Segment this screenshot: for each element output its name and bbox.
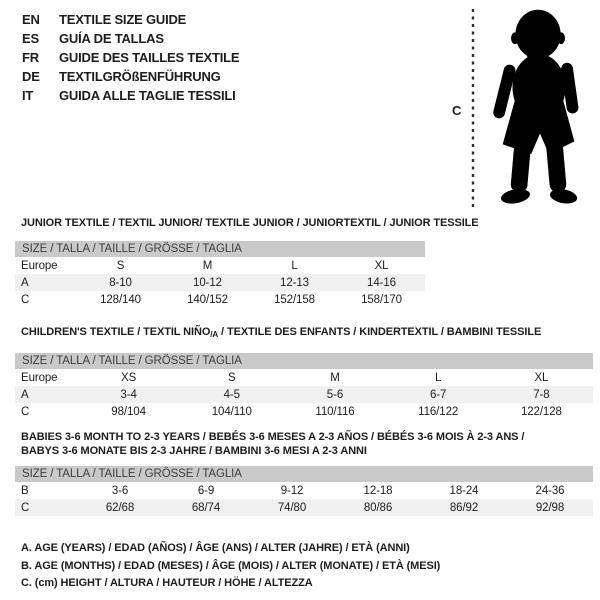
row-label: B xyxy=(21,484,29,497)
row-label: Europe xyxy=(21,259,58,272)
table-cell: L xyxy=(291,259,298,272)
row-label: C xyxy=(21,293,30,306)
table-cell: S xyxy=(116,259,125,272)
table-row-europe xyxy=(15,257,425,274)
language-label: TEXTILE SIZE GUIDE xyxy=(59,12,187,27)
table-row-a xyxy=(15,274,425,291)
children-heading-subscript: /A xyxy=(210,330,219,339)
table-cell: 98/104 xyxy=(111,405,146,418)
table-cell: 8-10 xyxy=(77,274,164,291)
dashed-measure-line-icon xyxy=(470,8,476,208)
footnotes xyxy=(21,540,593,593)
table-cell: 140/152 xyxy=(187,293,228,306)
table-cell: 6-7 xyxy=(387,386,490,403)
size-header-bar xyxy=(15,353,593,369)
toddler-silhouette-icon xyxy=(486,6,594,206)
size-guide-content xyxy=(15,217,593,593)
table-row-europe xyxy=(15,369,593,386)
table-row-a xyxy=(15,386,593,403)
table-cell: 5-6 xyxy=(283,386,386,403)
language-code: EN xyxy=(22,12,40,27)
height-measure-label: C xyxy=(452,103,462,118)
table-cell: 104/110 xyxy=(211,405,252,418)
table-cell: 122/128 xyxy=(520,405,562,418)
table-cell: 24-36 xyxy=(535,484,565,497)
language-code: FR xyxy=(22,50,39,65)
table-cell: XL xyxy=(374,259,389,272)
table-row-c xyxy=(15,499,593,516)
row-label: C xyxy=(15,499,77,516)
table-cell: 92/98 xyxy=(507,499,593,516)
row-label: C xyxy=(21,405,30,418)
table-cell: 152/158 xyxy=(274,293,315,306)
babies-size-table xyxy=(15,466,593,516)
language-row-de xyxy=(22,67,239,86)
language-code: ES xyxy=(22,31,39,46)
children-section-heading xyxy=(21,326,593,341)
table-cell: 9-12 xyxy=(280,484,304,497)
language-label: GUIDE DES TAILLES TEXTILE xyxy=(59,50,240,65)
baby-figure xyxy=(450,6,597,208)
table-row-c xyxy=(15,403,593,420)
table-cell: 12-13 xyxy=(251,274,338,291)
table-cell: 62/68 xyxy=(77,499,163,516)
table-cell: S xyxy=(227,371,236,384)
table-cell: 110/116 xyxy=(315,405,355,418)
table-cell: 86/92 xyxy=(421,499,507,516)
table-cell: 68/74 xyxy=(163,499,249,516)
table-cell: 158/170 xyxy=(361,293,402,306)
table-cell: 14-16 xyxy=(338,274,425,291)
babies-heading-line1: BABIES 3-6 MONTH TO 2-3 YEARS / BEBÉS 3-6 MESES A 2-3 AÑOS / BÉBÉS 3-6 MOIS À 2-3 ANS / xyxy=(21,431,525,443)
size-header-bar xyxy=(15,466,593,482)
row-label: Europe xyxy=(21,371,58,384)
babies-heading-line2: BABYS 3-6 MONATE BIS 2-3 JAHRE / BAMBINI 3-6 MESI A 2-3 ANNI xyxy=(21,445,367,457)
size-header-bar xyxy=(15,241,425,257)
row-label: A xyxy=(15,386,77,403)
junior-section-heading: JUNIOR TEXTILE / TEXTIL JUNIOR/ TEXTILE JUNIOR / JUNIORTEXTIL / JUNIOR TESSILE xyxy=(21,217,479,229)
children-size-table xyxy=(15,353,593,420)
table-cell: M xyxy=(330,371,340,384)
table-cell: 116/122 xyxy=(418,405,459,418)
language-code: IT xyxy=(22,88,34,103)
language-code: DE xyxy=(22,69,40,84)
junior-size-table xyxy=(15,241,425,308)
table-cell: L xyxy=(435,371,442,384)
table-cell: 74/80 xyxy=(249,499,335,516)
table-cell: 7-8 xyxy=(490,386,593,403)
language-row-es xyxy=(22,29,239,48)
language-label: GUIDA ALLE TAGLIE TESSILI xyxy=(59,88,236,103)
table-cell: 6-9 xyxy=(197,484,215,497)
table-cell: XS xyxy=(121,371,137,384)
table-cell: 18-24 xyxy=(449,484,479,497)
table-cell: XL xyxy=(534,371,549,384)
footnote-a: A. AGE (YEARS) / EDAD (AÑOS) / ÂGE (ANS) / ALTER (JAHRE) / ETÀ (ANNI) xyxy=(21,542,410,554)
table-cell: 4-5 xyxy=(180,386,283,403)
babies-section-heading xyxy=(21,430,593,458)
language-row-en xyxy=(22,10,239,29)
table-cell: M xyxy=(202,259,213,272)
language-row-it xyxy=(22,86,239,105)
size-header-label: SIZE / TALLA / TAILLE / GRÖSSE / TAGLIA xyxy=(15,241,425,257)
table-cell: 3-6 xyxy=(111,484,129,497)
table-row-c xyxy=(15,291,425,308)
language-row-fr xyxy=(22,48,239,67)
table-cell: 3-4 xyxy=(77,386,180,403)
table-cell: 12-18 xyxy=(363,484,393,497)
table-cell: 10-12 xyxy=(164,274,251,291)
language-list xyxy=(22,10,239,105)
size-header-label: SIZE / TALLA / TAILLE / GRÖSSE / TAGLIA xyxy=(15,466,593,482)
children-heading-suffix: / TEXTILE DES ENFANTS / KINDERTEXTIL / BAMBINI TESSILE xyxy=(218,326,542,338)
table-row-b xyxy=(15,482,593,499)
language-label: GUÍA DE TALLAS xyxy=(59,31,164,46)
footnote-c: C. (cm) HEIGHT / ALTURA / HAUTEUR / HÖHE / ALTEZZA xyxy=(21,577,313,589)
table-cell: 128/140 xyxy=(100,293,141,306)
footnote-b: B. AGE (MONTHS) / EDAD (MESES) / ÂGE (MOIS) / ALTER (MONATE) / ETÀ (MESI) xyxy=(21,559,441,572)
row-label: A xyxy=(15,274,77,291)
language-label: TEXTILGRÖßENFÜHRUNG xyxy=(59,69,221,84)
children-heading-prefix: CHILDREN'S TEXTILE / TEXTIL NIÑO xyxy=(21,326,211,338)
size-header-label: SIZE / TALLA / TAILLE / GRÖSSE / TAGLIA xyxy=(15,353,593,369)
table-cell: 80/86 xyxy=(335,499,421,516)
